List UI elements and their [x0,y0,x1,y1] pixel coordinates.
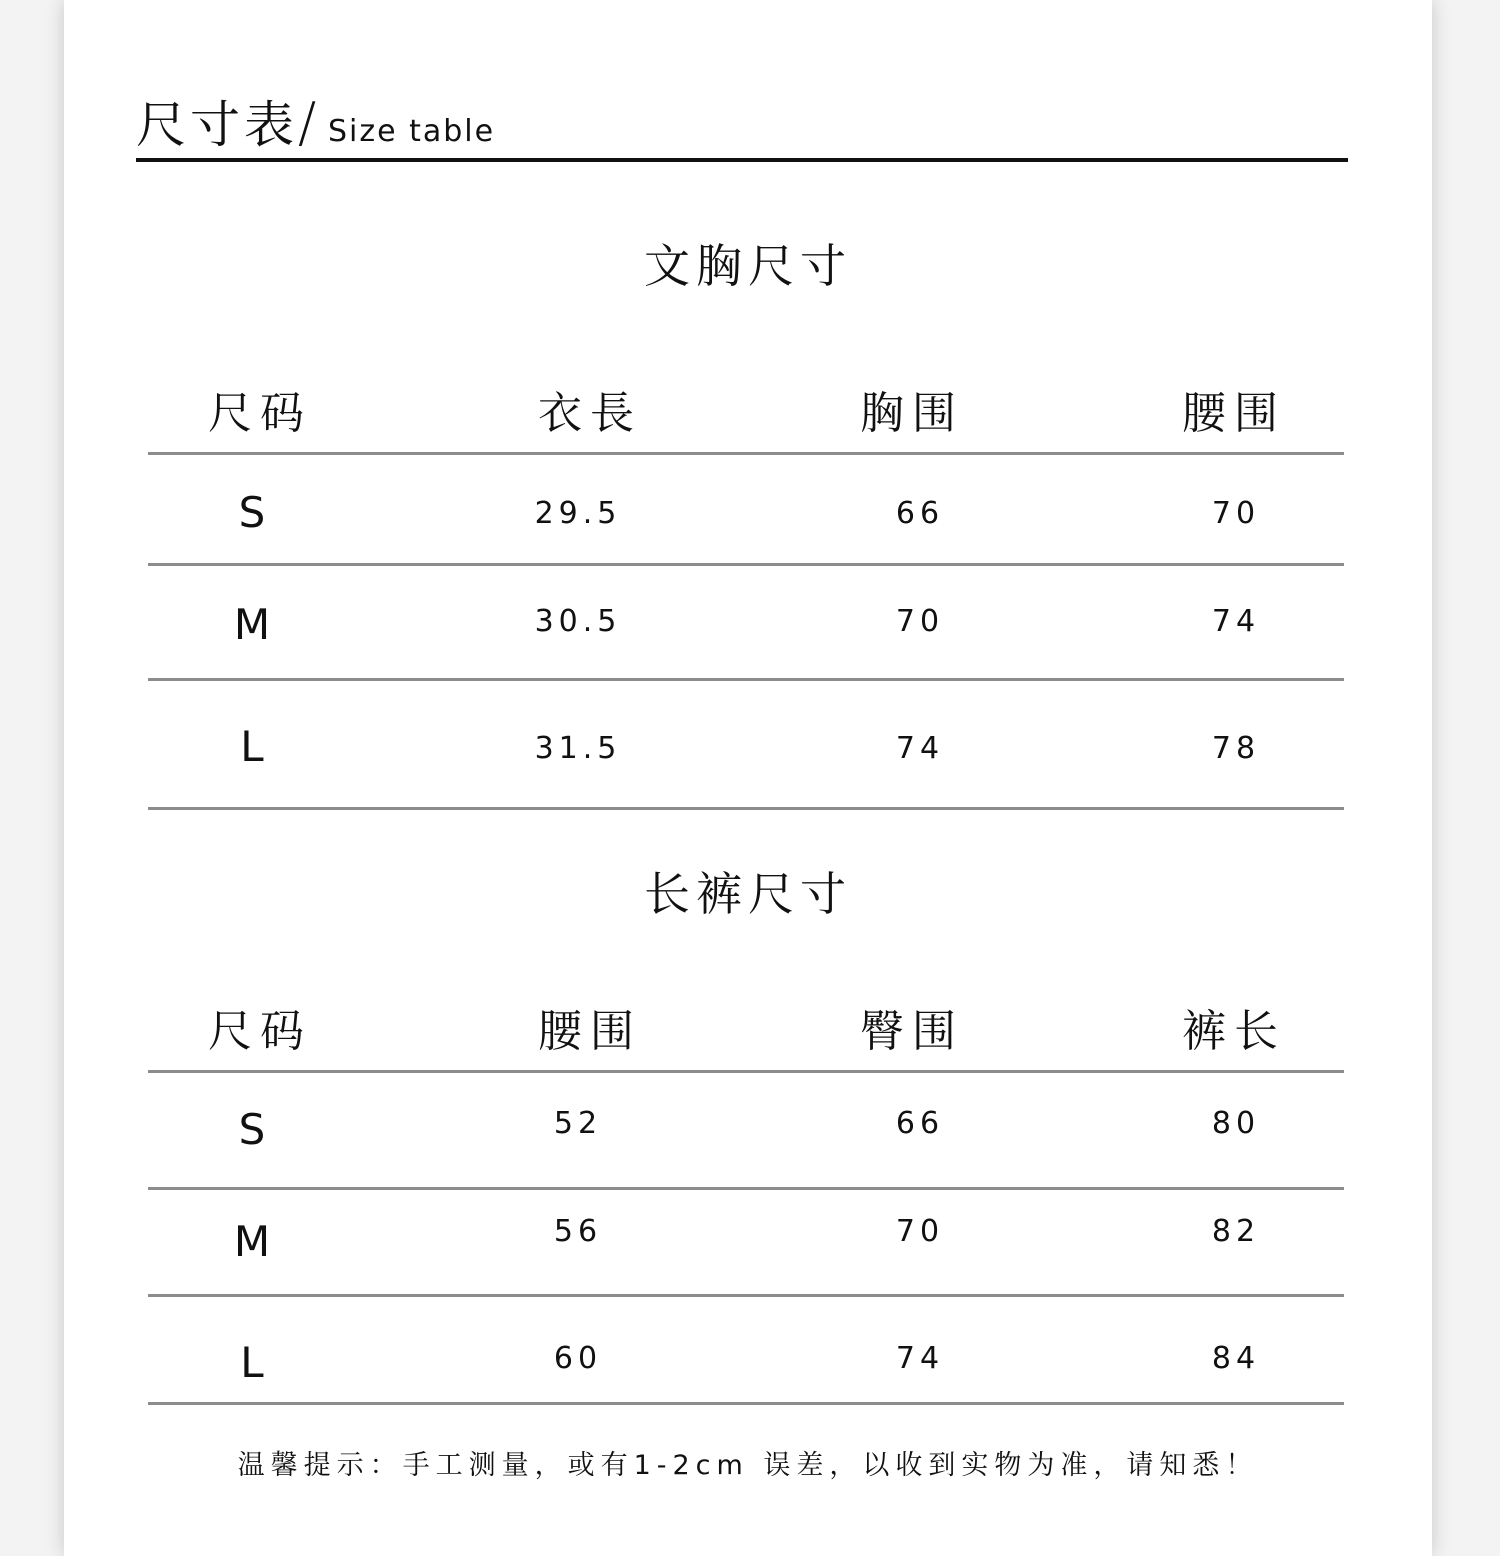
size-chart-page [64,0,1432,1556]
pants-m-length: 82 [1211,1214,1261,1249]
bra-l-length: 31.5 [534,731,622,766]
pants-header-waist: 腰围 [538,1006,642,1057]
bra-rule-2 [148,678,1344,681]
pants-table-title: 长裤尺寸 [644,867,852,921]
pants-header-size: 尺码 [208,1006,312,1057]
bra-size-l: L [240,722,264,771]
bra-l-waist: 78 [1211,731,1261,766]
pants-s-hip: 66 [895,1106,945,1141]
bra-s-waist: 70 [1211,496,1261,531]
header [136,92,1348,162]
bra-m-waist: 74 [1211,604,1261,639]
pants-size-s: S [238,1105,266,1154]
pants-size-m: M [233,1217,271,1266]
pants-s-length: 80 [1211,1106,1261,1141]
pants-rule-header [148,1070,1344,1073]
pants-header-hip: 臀围 [860,1006,964,1057]
bra-table-title: 文胸尺寸 [644,239,852,293]
pants-l-length: 84 [1211,1341,1261,1376]
measurement-note: 温馨提示：手工测量，或有1-2cm 误差，以收到实物为准，请知悉！ [237,1450,1259,1481]
bra-m-length: 30.5 [534,604,622,639]
bra-size-m: M [233,600,271,649]
bra-header-chest: 胸围 [860,388,964,439]
pants-header-length: 裤长 [1182,1006,1286,1057]
pants-m-hip: 70 [895,1214,945,1249]
pants-s-waist: 52 [553,1106,603,1141]
pants-rule-2 [148,1294,1344,1297]
bra-s-chest: 66 [895,496,945,531]
bra-header-waist: 腰围 [1182,388,1286,439]
header-slash: / [298,91,317,154]
pants-size-l: L [240,1338,264,1387]
bra-rule-1 [148,563,1344,566]
pants-l-hip: 74 [895,1341,945,1376]
bra-header-length: 衣長 [538,388,642,439]
bra-size-s: S [238,488,266,537]
pants-l-waist: 60 [553,1341,603,1376]
bra-rule-header [148,452,1344,455]
bra-s-length: 29.5 [534,496,622,531]
bra-m-chest: 70 [895,604,945,639]
pants-m-waist: 56 [553,1214,603,1249]
bra-header-size: 尺码 [208,388,312,439]
pants-rule-3 [148,1402,1344,1405]
bra-l-chest: 74 [895,731,945,766]
header-title-en: Size table [328,114,496,149]
header-title-cn: 尺寸表 [136,96,298,154]
bra-rule-3 [148,807,1344,810]
pants-rule-1 [148,1187,1344,1190]
